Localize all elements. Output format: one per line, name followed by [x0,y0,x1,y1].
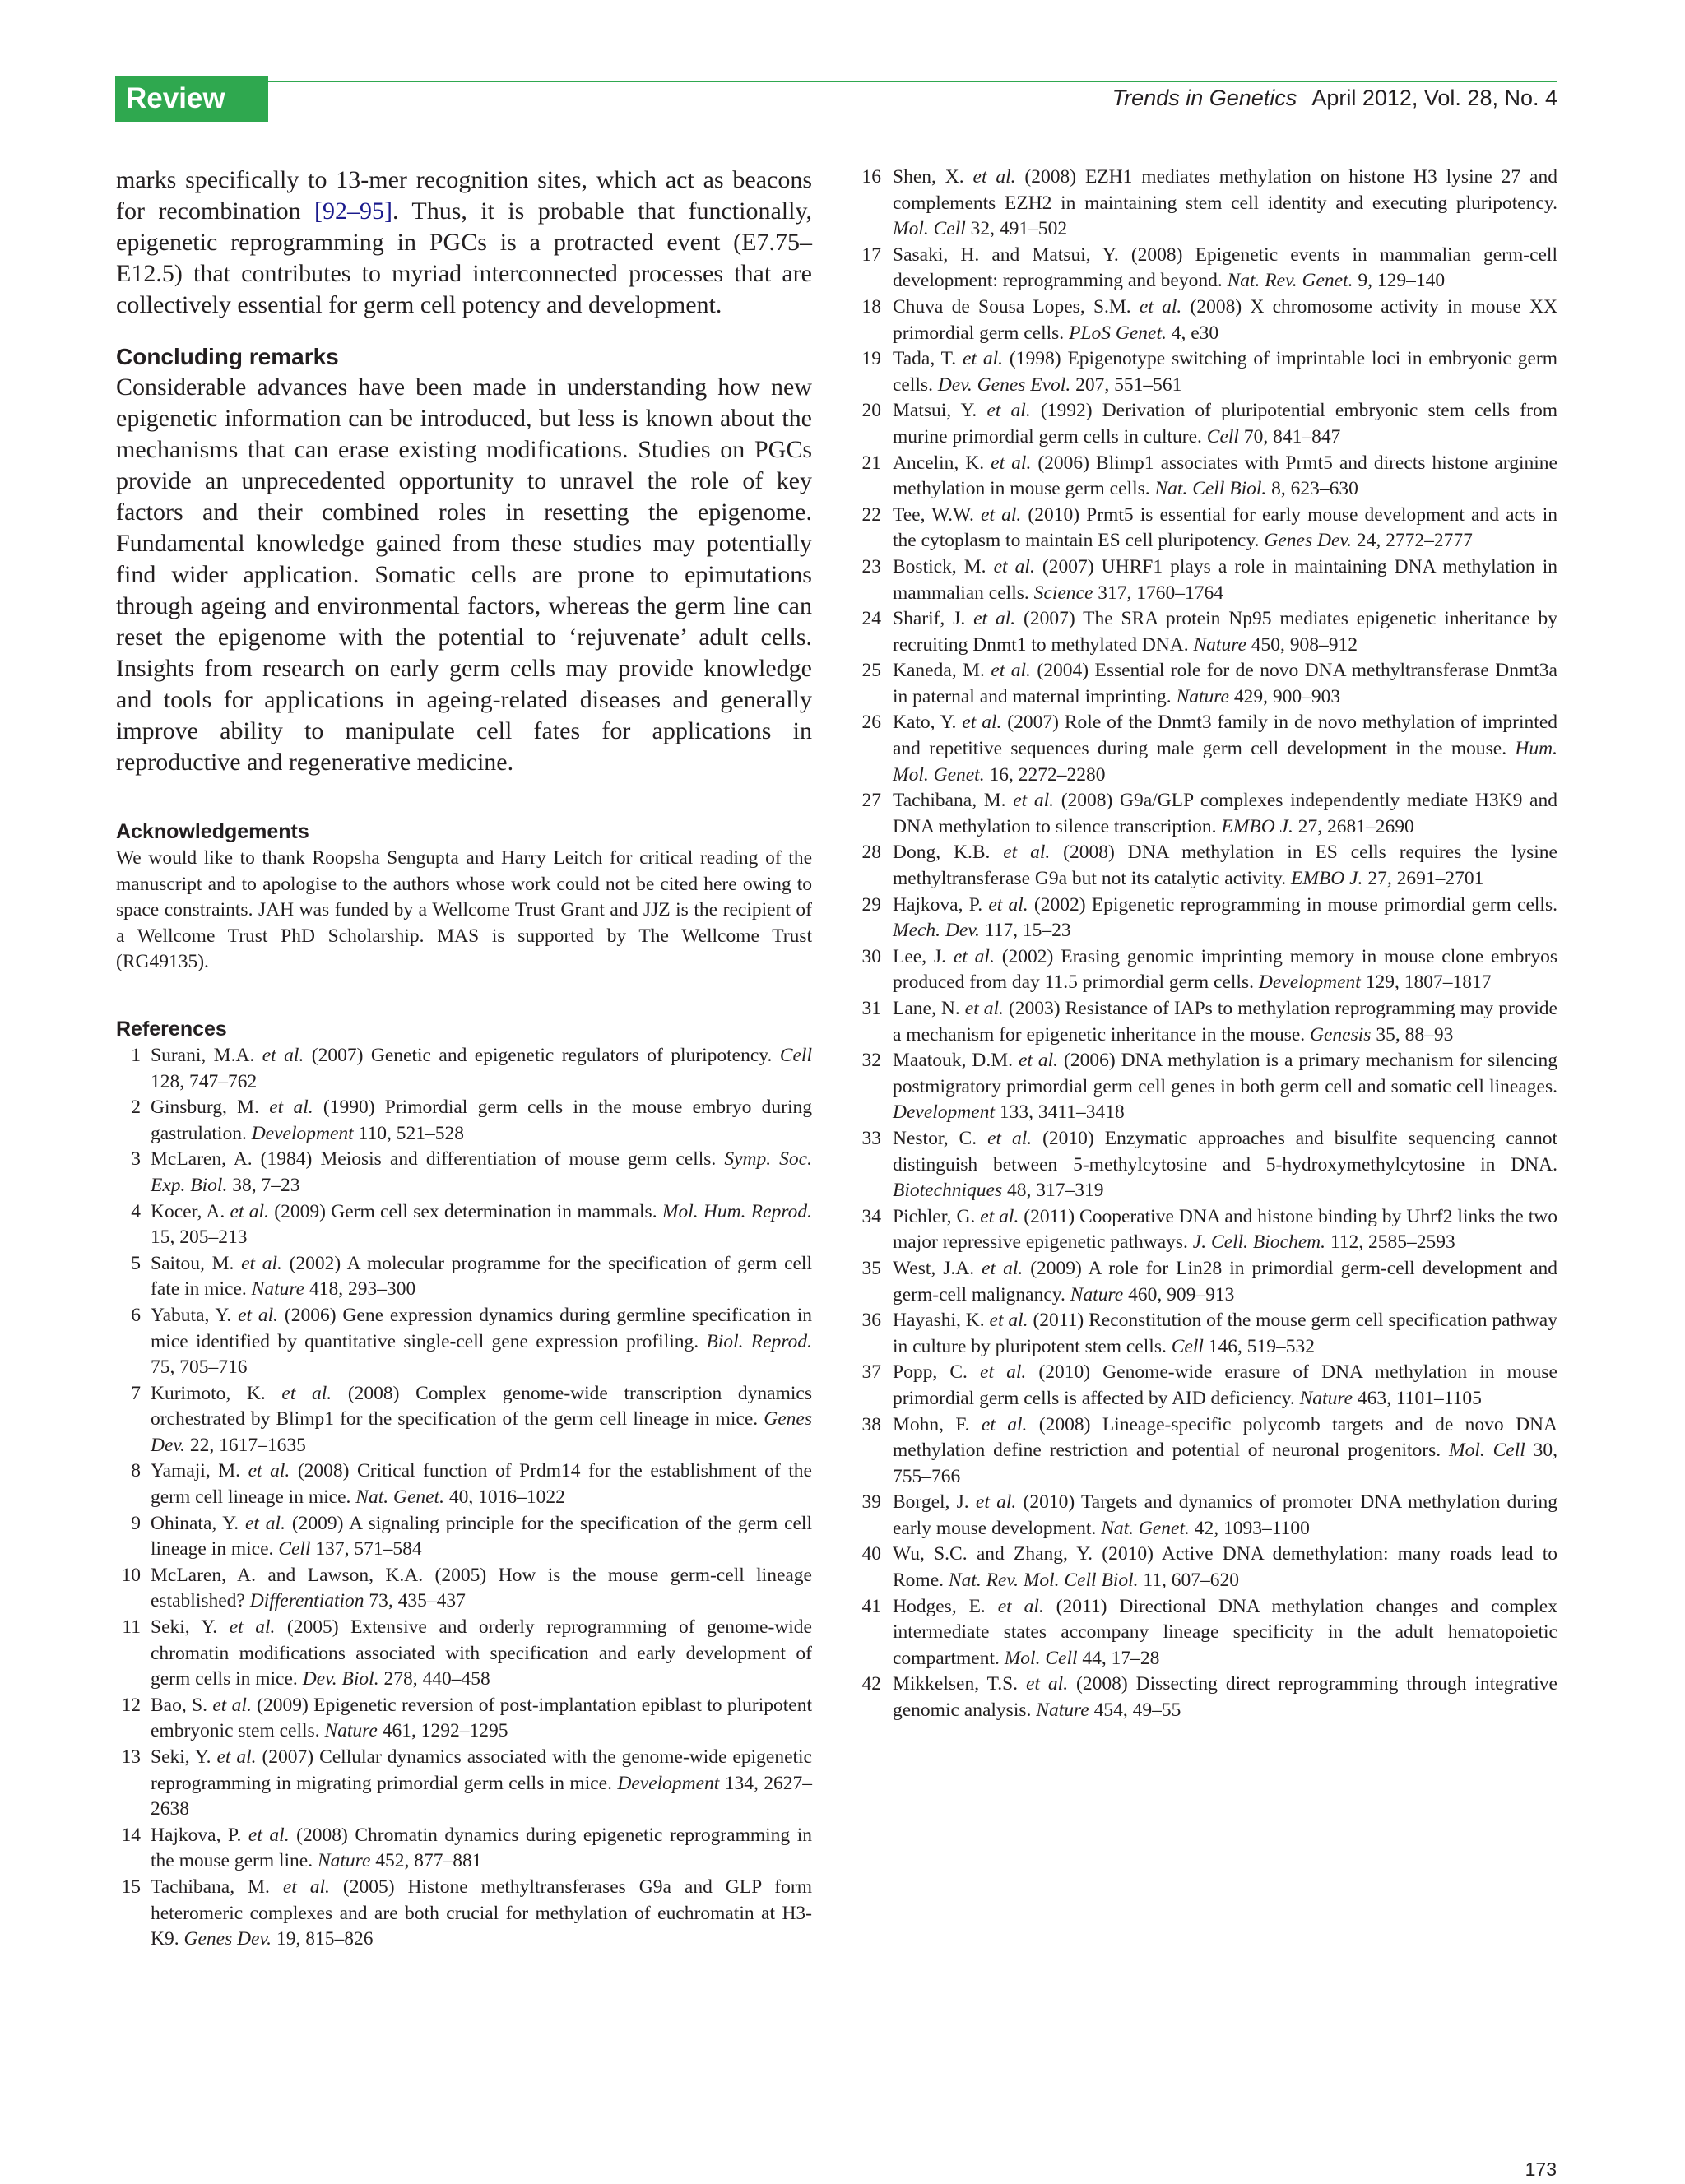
reference-number: 1 [131,1044,141,1066]
journal-title: Dev. Biol. [302,1668,379,1690]
journal-title: Nature [324,1720,378,1742]
reference-text: Kaneda, M. et al. (2004) Essential role for de novo DNA methyltransferase Dnmt3a in paternal and maternal imprinting. Nature 429, 900–903 [893,660,1557,707]
reference-item [116,1147,812,1199]
journal-title: Nat. Genet. [1101,1517,1190,1539]
reference-number: 11 [122,1616,141,1639]
journal-title: Hum. Mol. Genet. [893,738,1557,786]
reference-number: 28 [861,842,881,864]
reference-text: Ancelin, K. et al. (2006) Blimp1 associates with Prmt5 and directs histone arginine methylation in mouse germ cells. Nat. Cell Biol. 8, 623–630 [893,452,1557,500]
reference-text: Bao, S. et al. (2009) Epigenetic reversion of post-implantation epiblast to pluripotent embryonic stem cells. Nature 461, 1292–1295 [151,1694,812,1742]
journal-title: Nature [1193,633,1246,656]
reference-number: 39 [861,1491,881,1514]
reference-item [856,1490,1557,1542]
reference-item [856,1672,1557,1723]
journal-title: Mol. Cell [1004,1647,1078,1669]
reference-number: 7 [131,1382,141,1404]
reference-text: Lee, J. et al. (2002) Erasing genomic imprinting memory in mouse clone embryos produced from day 11.5 primordial germ cells. Development 129, 1807–1817 [893,945,1557,994]
reference-item [116,1823,812,1875]
reference-text: Tachibana, M. et al. (2008) G9a/GLP complexes independently mediate H3K9 and DNA methylation to silence transcription. EMBO J. 27, 2681–2690 [893,790,1557,837]
reference-text: Nestor, C. et al. (2010) Enzymatic approaches and bisulfite sequencing cannot distinguish between 5-methylcytosine and 5-hydroxymethylcytosine in DNA. Biotechniques 48, 317–319 [893,1127,1557,1202]
reference-number: 25 [861,660,881,682]
reference-text: Hajkova, P. et al. (2002) Epigenetic reprogramming in mouse primordial germ cells. Mech. Dev. 117, 15–23 [893,893,1557,942]
reference-item [856,893,1557,944]
reference-item [856,451,1557,503]
reference-number: 9 [131,1512,141,1534]
reference-number: 10 [121,1564,141,1586]
reference-item [116,1095,812,1147]
journal-title: Development [617,1772,720,1794]
reference-item [856,554,1557,606]
reference-number: 8 [131,1460,141,1482]
intro-text-b: . Thus, it is probable that functionally, epigenetic reprogramming in PGCs is a protracted event (E7.75–E12.5) that contributes to myriad interconnected processes that are collectively essential for germ cell potency and development. [116,197,812,318]
reference-text: Kocer, A. et al. (2009) Germ cell sex determination in mammals. Mol. Hum. Reprod. 15, 205–213 [151,1200,812,1249]
section-label: Review [126,82,225,114]
journal-title: J. Cell. Biochem. [1192,1231,1325,1254]
reference-number: 34 [861,1205,881,1227]
reference-item [116,1458,812,1510]
journal-title: Genes Dev. [183,1928,272,1950]
reference-number: 40 [861,1543,881,1565]
reference-item [116,1043,812,1095]
reference-number: 35 [861,1257,881,1279]
reference-item [856,606,1557,658]
journal-header [1112,86,1557,111]
reference-item [856,398,1557,450]
reference-number: 36 [861,1310,881,1332]
reference-item [116,1615,812,1693]
reference-list-right [856,165,1557,1724]
reference-text: Kato, Y. et al. (2007) Role of the Dnmt3 family in de novo methylation of imprinted and repetitive sequences during male germ cell development in the mouse. Hum. Mol. Genet. 16, 2272–2280 [893,712,1557,786]
reference-item [116,1693,812,1745]
journal-title: EMBO J. [1291,868,1363,890]
journal-title: Dev. Genes Evol. [937,373,1071,396]
reference-number: 27 [861,790,881,812]
reference-number: 33 [861,1127,881,1149]
acknowledgements-paragraph: We would like to thank Roopsha Sengupta and Harry Leitch for critical reading of the manuscript and to apologise to the authors whose work could not be cited here owing to space constraints. JAH was funded by a Wellcome Trust Grant and JJZ is the recipient of a Wellcome Trust PhD Scholarship. MAS is supported by The Wellcome Trust (RG49135). [116,847,812,973]
reference-number: 29 [861,893,881,916]
journal-title: Development [893,1101,995,1124]
journal-title: Nat. Cell Biol. [1154,478,1267,500]
citation-link[interactable]: [92–95] [314,197,393,225]
reference-item [856,1308,1557,1360]
journal-title: Mol. Cell [893,218,966,240]
journal-title: Nature [1176,685,1229,707]
reference-item [856,1542,1557,1593]
reference-number: 14 [121,1824,141,1846]
reference-item [856,1126,1557,1204]
reference-number: 5 [131,1252,141,1274]
reference-text: Ginsburg, M. et al. (1990) Primordial germ cells in the mouse embryo during gastrulation. Development 110, 521–528 [151,1097,812,1144]
reference-text: Saitou, M. et al. (2002) A molecular programme for the specification of germ cell fate in mice. Nature 418, 293–300 [151,1252,812,1301]
reference-text: Mohn, F. et al. (2008) Lineage-specific polycomb targets and de novo DNA methylation define restriction and potential of neuronal progenitors. Mol. Cell 30, 755–766 [893,1413,1558,1487]
reference-item [856,1256,1557,1308]
reference-item [856,788,1557,840]
reference-text: Sharif, J. et al. (2007) The SRA protein Np95 mediates epigenetic inheritance by recruiting Dnmt1 to methylated DNA. Nature 450, 908–912 [893,608,1557,656]
reference-number: 42 [861,1673,881,1695]
journal-title: Mol. Cell [1449,1440,1525,1462]
reference-number: 2 [131,1097,141,1119]
reference-item [856,996,1557,1048]
reference-item [116,1875,812,1953]
reference-text: Wu, S.C. and Zhang, Y. (2010) Active DNA demethylation: many roads lead to Rome. Nat. Rev. Mol. Cell Biol. 11, 607–620 [893,1543,1557,1592]
left-column [116,165,812,1953]
reference-number: 22 [861,503,881,526]
reference-text: Maatouk, D.M. et al. (2006) DNA methylation is a primary mechanism for silencing postmigratory primordial germ cell genes in both germ cell and somatic cell lineages. Development 133, 3411–3418 [893,1050,1557,1124]
reference-number: 4 [131,1200,141,1222]
journal-title: Nature [317,1850,371,1872]
reference-item [856,165,1557,243]
journal-title: Science [1033,582,1093,604]
reference-item [856,944,1557,996]
reference-number: 31 [861,998,881,1019]
reference-text: Hodges, E. et al. (2011) Directional DNA methylation changes and complex intermediate states accompany lineage specificity in the adult hematopoietic compartment. Mol. Cell 44, 17–28 [893,1595,1557,1669]
reference-text: Hayashi, K. et al. (2011) Reconstitution of the mouse germ cell specification pathway in culture by pluripotent stem cells. Cell 146, 519–532 [893,1310,1557,1357]
reference-number: 17 [861,243,881,266]
reference-text: Matsui, Y. et al. (1992) Derivation of pluripotential embryonic stem cells from murine primordial germ cells in culture. Cell 70, 841–847 [893,400,1557,447]
reference-text: West, J.A. et al. (2009) A role for Lin28 in primordial germ-cell development and germ-cell malignancy. Nature 460, 909–913 [893,1257,1557,1305]
reference-item [116,1745,812,1823]
reference-text: Yamaji, M. et al. (2008) Critical function of Prdm14 for the establishment of the germ cell lineage in mice. Nat. Genet. 40, 1016–1022 [151,1460,812,1509]
reference-text: Chuva de Sousa Lopes, S.M. et al. (2008) X chromosome activity in mouse XX primordial germ cells. PLoS Genet. 4, e30 [893,295,1557,344]
reference-text: Sasaki, H. and Matsui, Y. (2008) Epigenetic events in mammalian germ-cell development: reprogramming and beyond. Nat. Rev. Genet. 9, 129–140 [893,243,1557,292]
reference-item [856,503,1557,554]
journal-title: Development [1258,971,1361,994]
journal-title: Mech. Dev. [893,920,980,942]
header-rule [268,81,1557,82]
reference-text: Dong, K.B. et al. (2008) DNA methylation in ES cells requires the lysine methyltransferase G9a but not its catalytic activity. EMBO J. 27, 2691–2701 [893,842,1557,890]
journal-title: Cell [1206,425,1239,447]
reference-item [856,1594,1557,1672]
reference-text: Pichler, G. et al. (2011) Cooperative DNA and histone binding by Uhrf2 links the two major repressive epigenetic pathways. J. Cell. Biochem. 112, 2585–2593 [893,1205,1557,1254]
reference-item [856,1204,1557,1256]
journal-issue: April 2012, Vol. 28, No. 4 [1311,86,1557,110]
reference-number: 20 [861,400,881,422]
reference-text: Popp, C. et al. (2010) Genome-wide erasure of DNA methylation in mouse primordial germ cells is affected by AID deficiency. Nature 463, 1101–1105 [893,1361,1557,1409]
journal-title: Nature [1036,1699,1089,1722]
reference-number: 38 [861,1413,881,1435]
reference-list-left [116,1043,812,1953]
right-column [856,165,1557,1724]
reference-number: 23 [861,555,881,577]
section-badge [115,76,268,122]
reference-text: Yabuta, Y. et al. (2006) Gene expression dynamics during germline specification in mice identified by quantitative single-cell gene expression profiling. Biol. Reprod. 75, 705–716 [151,1304,812,1379]
journal-title: Genesis [1310,1023,1372,1046]
reference-number: 18 [861,295,881,318]
reference-text: Tada, T. et al. (1998) Epigenotype switching of imprintable loci in embryonic germ cells. Dev. Genes Evol. 207, 551–561 [893,348,1557,396]
reference-item [116,1251,812,1303]
reference-text: Borgel, J. et al. (2010) Targets and dynamics of promoter DNA methylation during early mouse development. Nat. Genet. 42, 1093–1100 [893,1491,1557,1539]
reference-text: Surani, M.A. et al. (2007) Genetic and epigenetic regulators of pluripotency. Cell 128, 747–762 [151,1044,812,1092]
journal-title: Development [251,1122,354,1144]
reference-number: 24 [861,608,881,630]
journal-title: Genes Dev. [1264,530,1352,552]
reference-item [116,1199,812,1251]
journal-title: Differentiation [249,1590,364,1612]
journal-title: Nat. Rev. Mol. Cell Biol. [948,1570,1139,1592]
journal-title: PLoS Genet. [1069,322,1167,344]
reference-item [856,710,1557,788]
reference-text: Mikkelsen, T.S. et al. (2008) Dissecting direct reprogramming through integrative genomic analysis. Nature 454, 49–55 [893,1673,1557,1722]
reference-number: 6 [131,1304,141,1326]
reference-text: McLaren, A. and Lawson, K.A. (2005) How is the mouse germ-cell lineage established? Differentiation 73, 435–437 [151,1564,812,1612]
reference-item [856,658,1557,710]
reference-text: Lane, N. et al. (2003) Resistance of IAPs to methylation reprogramming may provide a mechanism for epigenetic inheritance in the mouse. Genesis 35, 88–93 [893,998,1557,1046]
reference-item [116,1563,812,1615]
journal-title: Nat. Rev. Genet. [1227,270,1353,292]
journal-name: Trends in Genetics [1112,86,1297,110]
journal-title: Cell [1171,1335,1204,1357]
journal-title: Nature [1299,1387,1353,1409]
reference-item [856,346,1557,398]
reference-text: Tee, W.W. et al. (2010) Prmt5 is essential for early mouse development and acts in the cytoplasm to maintain ES cell pluripotency. Genes Dev. 24, 2772–2777 [893,503,1558,552]
intro-paragraph [116,165,812,321]
reference-item [856,840,1557,892]
reference-number: 32 [861,1050,881,1072]
reference-item [116,1303,812,1381]
page-number: 173 [1525,2158,1557,2180]
reference-number: 12 [121,1694,141,1716]
journal-title: Cell [278,1538,311,1560]
reference-number: 16 [861,166,881,188]
journal-title: Biotechniques [893,1180,1003,1202]
reference-item [856,294,1557,346]
reference-number: 19 [861,348,881,370]
journal-title: Symp. Soc. Exp. Biol. [151,1148,812,1196]
reference-text: Seki, Y. et al. (2005) Extensive and orderly reprogramming of genome-wide chromatin modifications associated with specification and early development of germ cells in mice. Dev. Biol. 278, 440–458 [151,1616,812,1690]
reference-item [116,1511,812,1563]
reference-text: Ohinata, Y. et al. (2009) A signaling principle for the specification of the germ cell lineage in mice. Cell 137, 571–584 [151,1512,812,1560]
reference-text: Shen, X. et al. (2008) EZH1 mediates methylation on histone H3 lysine 27 and complements EZH2 in maintaining stem cell identity and executing pluripotency. Mol. Cell 32, 491–502 [893,166,1557,240]
reference-number: 3 [131,1148,141,1171]
reference-text: McLaren, A. (1984) Meiosis and differentiation of mouse germ cells. Symp. Soc. Exp. Biol. 38, 7–23 [151,1148,812,1196]
journal-title: Cell [779,1044,812,1066]
journal-title: Genes Dev. [151,1408,812,1456]
journal-title: EMBO J. [1221,815,1293,837]
reference-number: 13 [121,1746,141,1768]
reference-item [856,1048,1557,1126]
reference-number: 15 [121,1876,141,1898]
reference-number: 30 [861,945,881,967]
intro-text-a: marks specifically to 13-mer recognition sites, which act as beacons for recombination [116,166,812,225]
reference-number: 37 [861,1361,881,1384]
journal-title: Biol. Reprod. [706,1330,812,1352]
reference-item [856,243,1557,294]
journal-title: Nature [251,1278,305,1301]
reference-text: Hajkova, P. et al. (2008) Chromatin dynamics during epigenetic reprogramming in the mouse germ line. Nature 452, 877–881 [151,1824,813,1872]
reference-number: 26 [861,712,881,734]
reference-number: 41 [861,1595,881,1617]
journal-title: Nat. Genet. [355,1486,444,1509]
acknowledgements-heading: Acknowledgements [116,820,309,843]
reference-text: Bostick, M. et al. (2007) UHRF1 plays a role in maintaining DNA methylation in mammalian cells. Science 317, 1760–1764 [893,555,1557,604]
references-heading: References [116,1017,227,1041]
reference-number: 21 [861,452,881,474]
reference-text: Kurimoto, K. et al. (2008) Complex genome-wide transcription dynamics orchestrated by Blimp1 for the specification of the germ cell lineage in mice. Genes Dev. 22, 1617–1635 [151,1382,812,1456]
concluding-paragraph: Considerable advances have been made in understanding how new epigenetic information can be introduced, but less is known about the mechanisms that can erase existing modifications. Studies on PGCs provide an unprecedented opportunity to unravel the role of key factors and their combined roles in resetting the epigenome. Fundamental knowledge gained from these studies may potentially find wider application. Somatic cells are prone to epimutations through ageing and environmental factors, whereas the germ line can reset the epigenome with the potential to ‘rejuvenate’ adult cells. Insights from research on early germ cells may provide knowledge and tools for applications in ageing-related diseases and generally improve ability to manipulate cell fates for applications in reproductive and regenerative medicine. [116,373,812,776]
journal-title: Mol. Hum. Reprod. [661,1200,812,1222]
reference-text: Seki, Y. et al. (2007) Cellular dynamics associated with the genome-wide epigenetic reprogramming in migrating primordial germ cells in mice. Development 134, 2627–2638 [151,1746,813,1820]
journal-title: Nature [1070,1283,1124,1305]
reference-item [116,1381,812,1459]
concluding-heading: Concluding remarks [116,344,339,369]
reference-item [856,1360,1557,1412]
reference-item [856,1412,1557,1491]
reference-text: Tachibana, M. et al. (2005) Histone methyltransferases G9a and GLP form heteromeric complexes and are both crucial for methylation of euchromatin at H3-K9. Genes Dev. 19, 815–826 [151,1876,812,1950]
